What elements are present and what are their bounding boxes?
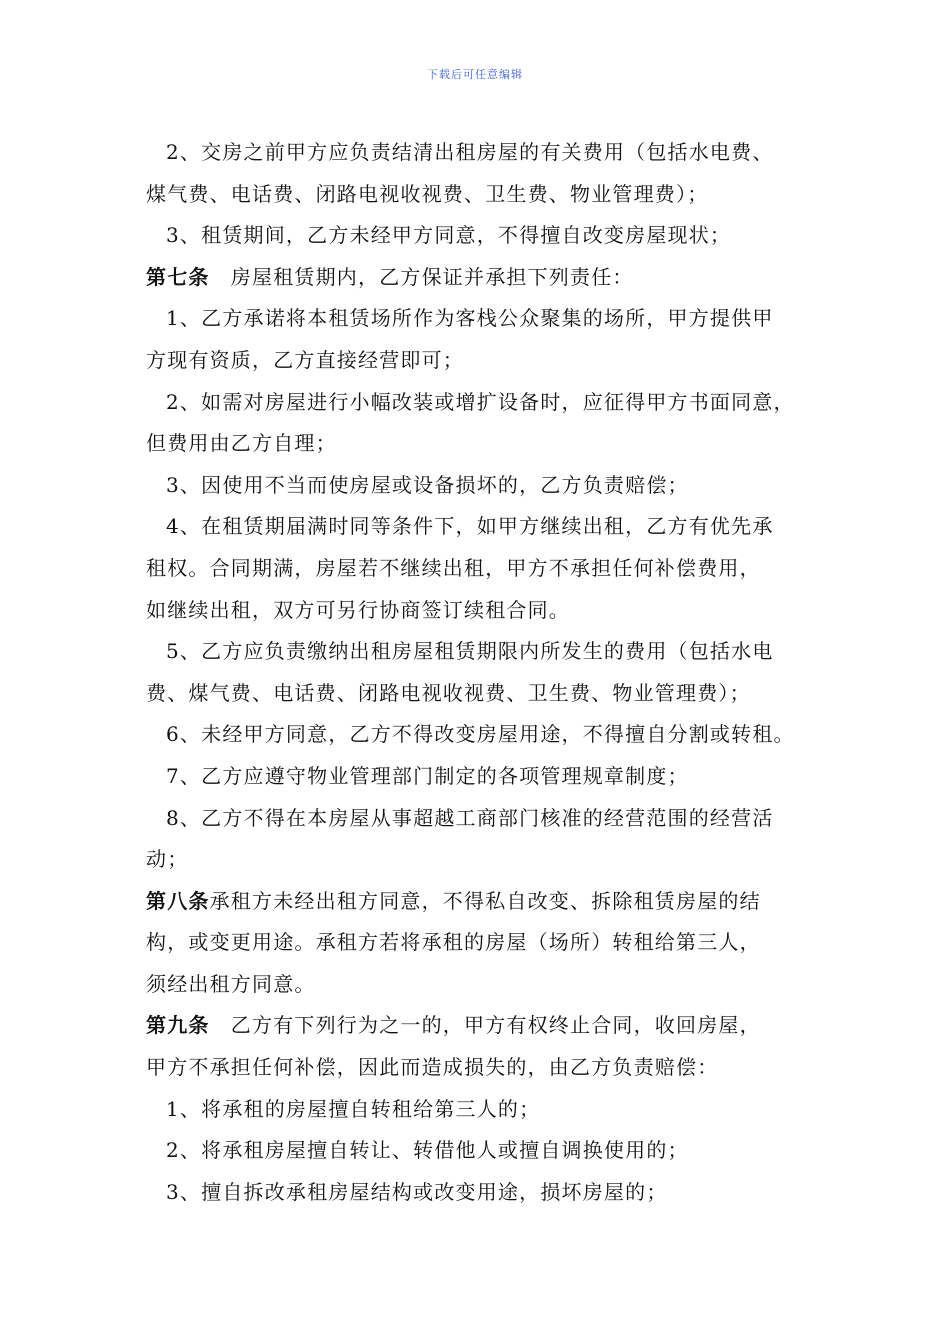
text-line — [146, 673, 828, 715]
line-text: 煤气费、电话费、闭路电视收视费、卫生费、物业管理费）； — [146, 181, 709, 206]
line-text: 4、在租赁期届满时同等条件下，如甲方继续出租，乙方有优先承 — [166, 514, 774, 539]
line-text: 甲方不承担任何补偿，因此而造成损失的，由乙方负责赔偿： — [146, 1055, 719, 1080]
line-text: 动； — [146, 847, 189, 872]
text-line — [146, 922, 828, 964]
text-line — [146, 257, 828, 299]
line-text: 2、将承租房屋擅自转让、转借他人或擅自调换使用的； — [166, 1138, 689, 1163]
line-text: 7、乙方应遵守物业管理部门制定的各项管理规章制度； — [166, 763, 689, 788]
line-text: 5、乙方应负责缴纳出租房屋租赁期限内所发生的费用（包括水电 — [166, 639, 774, 664]
line-text: 8、乙方不得在本房屋从事超越工商部门核准的经营范围的经营活 — [166, 805, 774, 830]
text-line — [146, 215, 828, 257]
text-line — [146, 1089, 828, 1131]
text-line — [146, 839, 828, 881]
line-text: 6、未经甲方同意，乙方不得改变房屋用途，不得擅自分割或转租。 — [166, 722, 795, 747]
line-text: 须经出租方同意。 — [146, 971, 316, 996]
text-line — [146, 798, 828, 840]
article-heading: 第七条 — [146, 264, 210, 289]
line-text: 3、擅自拆改承租房屋结构或改变用途，损坏房屋的； — [166, 1179, 668, 1204]
line-text: 3、租赁期间，乙方未经甲方同意，不得擅自改变房屋现状； — [166, 223, 732, 248]
line-text: 1、乙方承诺将本租赁场所作为客栈公众聚集的场所，甲方提供甲 — [166, 306, 774, 331]
text-line — [146, 382, 828, 424]
text-line — [146, 881, 828, 923]
text-line — [146, 340, 828, 382]
text-line — [146, 1047, 828, 1089]
text-line — [146, 423, 828, 465]
line-text: 方现有资质，乙方直接经营即可； — [146, 347, 464, 372]
line-text: 2、交房之前甲方应负责结清出租房屋的有关费用（包括水电费、 — [166, 140, 774, 164]
line-text: 房屋租赁期内，乙方保证并承担下列责任： — [209, 264, 634, 289]
text-line — [146, 714, 828, 756]
line-text: 租权。合同期满，房屋若不继续出租，甲方不承担任何补偿费用， — [146, 555, 761, 580]
article-heading: 第九条 — [146, 1013, 210, 1038]
text-line — [146, 132, 828, 174]
page-header-note: 下载后可任意编辑 — [427, 68, 523, 81]
line-text: 2、如需对房屋进行小幅改装或增扩设备时，应征得甲方书面同意， — [166, 389, 795, 414]
line-text: 费、煤气费、电话费、闭路电视收视费、卫生费、物业管理费）； — [146, 680, 751, 705]
line-text: 3、因使用不当而使房屋或设备损坏的，乙方负责赔偿； — [166, 472, 689, 497]
text-line — [146, 1130, 828, 1172]
text-line — [146, 174, 828, 216]
text-line — [146, 756, 828, 798]
line-text: 构，或变更用途。承租方若将承租的房屋（场所）转租给第三人， — [146, 930, 761, 955]
text-line — [146, 631, 828, 673]
line-text: 乙方有下列行为之一的，甲方有权终止合同，收回房屋， — [209, 1013, 761, 1038]
article-heading: 第八条 — [146, 888, 210, 913]
text-line — [146, 590, 828, 632]
line-text: 但费用由乙方自理； — [146, 431, 337, 456]
text-line — [146, 548, 828, 590]
line-text: 1、将承租的房屋擅自转租给第三人的； — [166, 1096, 541, 1121]
text-line — [146, 298, 828, 340]
text-line — [146, 1172, 828, 1214]
line-text: 承租方未经出租方同意，不得私自改变、拆除租赁房屋的结 — [209, 888, 761, 913]
text-line — [146, 1005, 828, 1047]
text-line — [146, 964, 828, 1006]
line-text: 如继续出租，双方可另行协商签订续租合同。 — [146, 597, 570, 622]
text-line — [146, 506, 828, 548]
document-body — [146, 132, 828, 1213]
text-line — [146, 465, 828, 507]
